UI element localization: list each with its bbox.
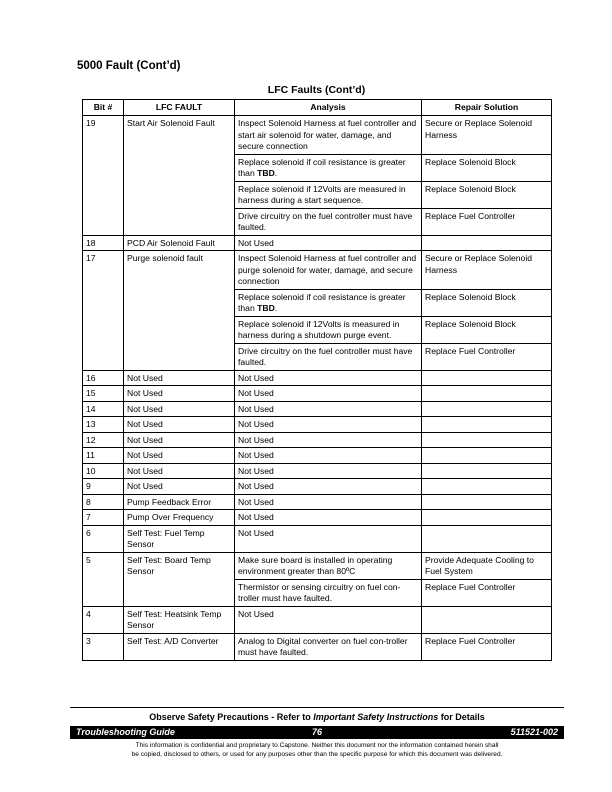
fault-cell: Not Used bbox=[124, 386, 235, 402]
safety-note: Observe Safety Precautions - Refer to Important Safety Instructions for Details bbox=[149, 712, 485, 722]
analysis-cell: Not Used bbox=[235, 494, 422, 510]
bit-cell: 10 bbox=[83, 463, 124, 479]
header-repair: Repair Solution bbox=[422, 100, 552, 116]
table-row bbox=[83, 401, 552, 417]
bit-cell: 5 bbox=[83, 552, 124, 606]
guide-title: Troubleshooting Guide bbox=[76, 727, 175, 737]
fault-cell: Self Test: Heatsink Temp Sensor bbox=[124, 606, 235, 633]
repair-cell bbox=[422, 401, 552, 417]
analysis-cell: Not Used bbox=[235, 510, 422, 526]
bit-cell: 17 bbox=[83, 251, 124, 371]
bit-cell: 12 bbox=[83, 432, 124, 448]
repair-cell: Replace Fuel Controller bbox=[422, 579, 552, 606]
fault-cell: Not Used bbox=[124, 479, 235, 495]
repair-cell bbox=[422, 494, 552, 510]
repair-cell: Replace Solenoid Block bbox=[422, 154, 552, 181]
page-number: 76 bbox=[311, 727, 322, 737]
fault-cell: Not Used bbox=[124, 401, 235, 417]
table-row bbox=[83, 494, 552, 510]
analysis-cell: Replace solenoid if 12Volts are measured in harness during a start sequence. bbox=[235, 181, 422, 208]
repair-cell bbox=[422, 235, 552, 251]
repair-cell: Replace Solenoid Block bbox=[422, 181, 552, 208]
repair-cell bbox=[422, 525, 552, 552]
table-row bbox=[83, 606, 552, 633]
fault-cell: Self Test: Board Temp Sensor bbox=[124, 552, 235, 606]
repair-cell bbox=[422, 479, 552, 495]
bit-cell: 13 bbox=[83, 417, 124, 433]
repair-cell bbox=[422, 370, 552, 386]
analysis-cell: Not Used bbox=[235, 386, 422, 402]
table-row bbox=[83, 525, 552, 552]
analysis-cell: Thermistor or sensing circuitry on fuel con-troller must have faulted. bbox=[235, 579, 422, 606]
table-row bbox=[83, 235, 552, 251]
analysis-cell: Inspect Solenoid Harness at fuel controller and purge solenoid for water, damage, and secure connection bbox=[235, 251, 422, 290]
doc-number: 511521-002 bbox=[510, 727, 558, 737]
fault-cell: Pump Over Frequency bbox=[124, 510, 235, 526]
fault-cell: Not Used bbox=[124, 432, 235, 448]
fault-cell: Not Used bbox=[124, 417, 235, 433]
header-fault: LFC FAULT bbox=[124, 100, 235, 116]
analysis-cell: Replace solenoid if 12Volts is measured in harness during a shutdown purge event. bbox=[235, 316, 422, 343]
repair-cell: Replace Solenoid Block bbox=[422, 316, 552, 343]
analysis-cell: Analog to Digital converter on fuel con-troller must have faulted. bbox=[235, 633, 422, 660]
analysis-cell: Not Used bbox=[235, 417, 422, 433]
bit-cell: 4 bbox=[83, 606, 124, 633]
analysis-cell: Not Used bbox=[235, 370, 422, 386]
table-row bbox=[83, 510, 552, 526]
bit-cell: 8 bbox=[83, 494, 124, 510]
repair-cell bbox=[422, 386, 552, 402]
analysis-cell: Make sure board is installed in operating environment greater than 80ºC bbox=[235, 552, 422, 579]
table-title: LFC Faults (Cont’d) bbox=[267, 84, 366, 96]
footer-bar bbox=[70, 726, 564, 739]
bit-cell: 16 bbox=[83, 370, 124, 386]
repair-cell: Replace Fuel Controller bbox=[422, 208, 552, 235]
analysis-cell: Not Used bbox=[235, 463, 422, 479]
analysis-cell: Drive circuitry on the fuel controller must have faulted. bbox=[235, 343, 422, 370]
bit-cell: 7 bbox=[83, 510, 124, 526]
analysis-cell: Drive circuitry on the fuel controller must have faulted. bbox=[235, 208, 422, 235]
analysis-cell: Not Used bbox=[235, 432, 422, 448]
repair-cell: Replace Solenoid Block bbox=[422, 289, 552, 316]
repair-cell bbox=[422, 448, 552, 464]
repair-cell: Replace Fuel Controller bbox=[422, 343, 552, 370]
table-row bbox=[83, 463, 552, 479]
table-header-row bbox=[83, 100, 552, 116]
table-row bbox=[83, 116, 552, 155]
bit-cell: 18 bbox=[83, 235, 124, 251]
repair-cell bbox=[422, 606, 552, 633]
fault-cell: Start Air Solenoid Fault bbox=[124, 116, 235, 236]
table-row bbox=[83, 432, 552, 448]
analysis-cell: Not Used bbox=[235, 235, 422, 251]
analysis-cell: Replace solenoid if coil resistance is greater than TBD. bbox=[235, 154, 422, 181]
fault-cell: Not Used bbox=[124, 370, 235, 386]
table-row bbox=[83, 251, 552, 290]
repair-cell: Provide Adequate Cooling to Fuel System bbox=[422, 552, 552, 579]
analysis-cell: Not Used bbox=[235, 525, 422, 552]
header-analysis: Analysis bbox=[235, 100, 422, 116]
table-row bbox=[83, 386, 552, 402]
analysis-cell: Not Used bbox=[235, 606, 422, 633]
bit-cell: 11 bbox=[83, 448, 124, 464]
table-row bbox=[83, 417, 552, 433]
bit-cell: 6 bbox=[83, 525, 124, 552]
table-row bbox=[83, 370, 552, 386]
repair-cell bbox=[422, 432, 552, 448]
bit-cell: 19 bbox=[83, 116, 124, 236]
fault-cell: Self Test: Fuel Temp Sensor bbox=[124, 525, 235, 552]
fault-cell: Purge solenoid fault bbox=[124, 251, 235, 371]
analysis-cell: Inspect Solenoid Harness at fuel controller and start air solenoid for water, damage, and secure connection bbox=[235, 116, 422, 155]
repair-cell bbox=[422, 510, 552, 526]
analysis-cell: Replace solenoid if coil resistance is greater than TBD. bbox=[235, 289, 422, 316]
repair-cell: Secure or Replace Solenoid Harness bbox=[422, 251, 552, 290]
table-row bbox=[83, 552, 552, 579]
bit-cell: 14 bbox=[83, 401, 124, 417]
analysis-cell: Not Used bbox=[235, 401, 422, 417]
fault-cell: Pump Feedback Error bbox=[124, 494, 235, 510]
analysis-cell: Not Used bbox=[235, 448, 422, 464]
disclaimer: This information is confidential and proprietary to Capstone. Neither this document nor the information contained herein shall be copied, disclosed to others, or used for any purposes other than the specific purpose for which this document was delivered. bbox=[131, 742, 503, 758]
table-row bbox=[83, 633, 552, 660]
lfc-faults-table bbox=[82, 99, 552, 661]
footer-divider bbox=[70, 707, 564, 708]
bit-cell: 15 bbox=[83, 386, 124, 402]
header-bit: Bit # bbox=[83, 100, 124, 116]
fault-cell: Not Used bbox=[124, 448, 235, 464]
table-row bbox=[83, 479, 552, 495]
fault-cell: PCD Air Solenoid Fault bbox=[124, 235, 235, 251]
section-title: 5000 Fault (Cont’d) bbox=[77, 60, 181, 72]
table-row bbox=[83, 448, 552, 464]
repair-cell: Secure or Replace Solenoid Harness bbox=[422, 116, 552, 155]
repair-cell: Replace Fuel Controller bbox=[422, 633, 552, 660]
fault-cell: Not Used bbox=[124, 463, 235, 479]
fault-cell: Self Test: A/D Converter bbox=[124, 633, 235, 660]
table-body bbox=[83, 116, 552, 661]
bit-cell: 3 bbox=[83, 633, 124, 660]
analysis-cell: Not Used bbox=[235, 479, 422, 495]
repair-cell bbox=[422, 463, 552, 479]
bit-cell: 9 bbox=[83, 479, 124, 495]
repair-cell bbox=[422, 417, 552, 433]
